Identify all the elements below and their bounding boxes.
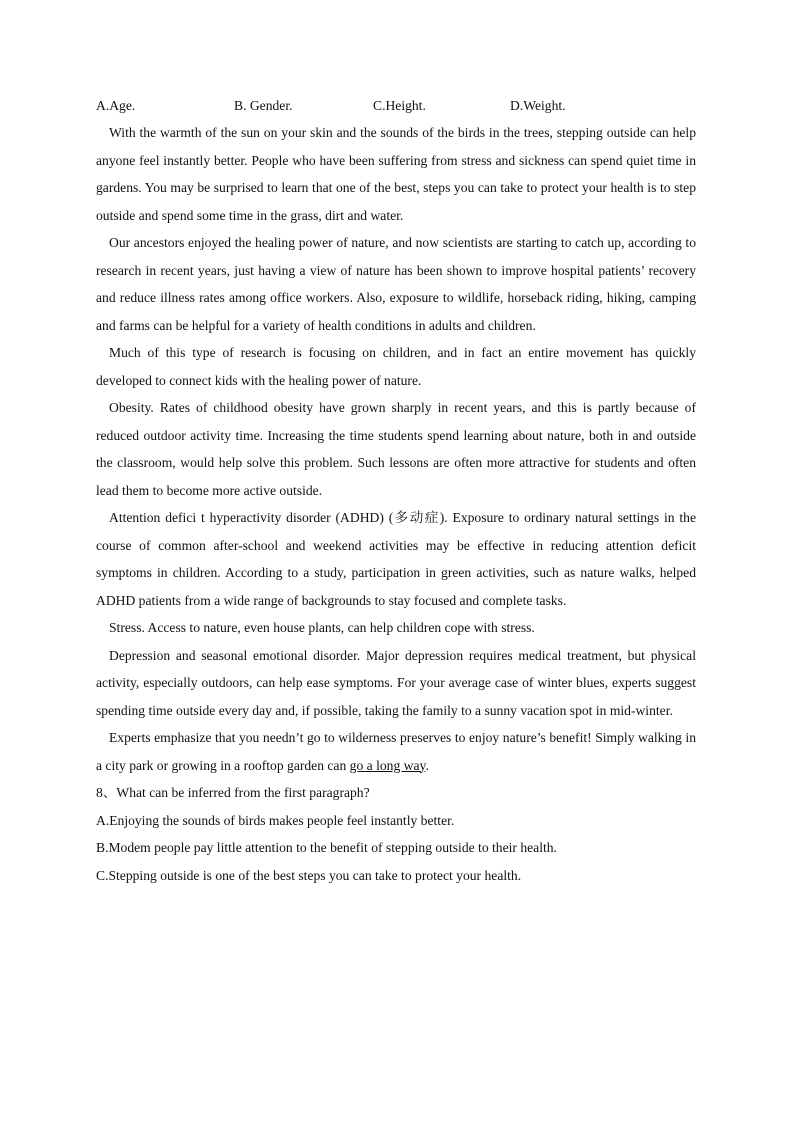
passage-paragraph-stress: Stress. Access to nature, even house plants, can help children cope with stress. <box>109 620 535 635</box>
option-c: C.Height. <box>373 98 426 113</box>
question-option-c: C.Stepping outside is one of the best steps you can take to protect your health. <box>96 867 522 883</box>
question-option-a: A.Enjoying the sounds of birds makes people feel instantly better. <box>96 812 455 828</box>
question-stem: 8、What can be inferred from the first paragraph? <box>96 785 370 800</box>
passage-paragraph-depression: Depression and seasonal emotional disorder. Major depression requires medical treatment, but physical activity, especially outdoors, can help ease symptoms. For your average case of winter blues, experts suggest spending time outside every day and, if possible, taking the family to a sunny vacation spot in mid-winter. <box>96 647 696 718</box>
passage-paragraph-adhd: Attention defici t hyperactivity disorder (ADHD) (多动症). Exposure to ordinary natural settings in the course of common after-school and weekend activities may be effective in reducing attention deficit symptoms in children. According to a study, participation in green activities, such as nature walks, helped ADHD patients from a wide range of backgrounds to stay focused and complete tasks. <box>96 510 696 608</box>
exam-page <box>96 94 696 889</box>
passage-paragraph-1: With the warmth of the sun on your skin and the sounds of the birds in the trees, stepping outside can help anyone feel instantly better. People who have been suffering from stress and sickness can spend quiet time in gardens. You may be surprised to learn that one of the best, steps you can take to protect your health is to step outside and spend some time in the grass, dirt and water. <box>96 125 696 223</box>
option-a: A.Age. <box>96 98 136 113</box>
option-d: D.Weight. <box>510 98 566 113</box>
passage-paragraph-obesity: Obesity. Rates of childhood obesity have grown sharply in recent years, and this is partly because of reduced outdoor activity time. Increasing the time students spend learning about nature, both in and outside the classroom, would help solve this problem. Such lessons are often more attractive for students and often lead them to become more active outside. <box>96 400 696 498</box>
passage-paragraph-3: Much of this type of research is focusing on children, and in fact an entire movement has quickly developed to connect kids with the healing power of nature. <box>96 345 696 388</box>
question-option-b: B.Modem people pay little attention to the benefit of stepping outside to their health. <box>96 840 557 855</box>
option-b: B. Gender. <box>234 98 293 113</box>
previous-question-options <box>96 94 696 118</box>
conclusion-end: . <box>425 757 429 773</box>
passage-paragraph-conclusion <box>96 724 696 779</box>
passage-paragraph-2: Our ancestors enjoyed the healing power of nature, and now scientists are starting to catch up, according to research in recent years, just having a view of nature has been shown to improve hospital patients’ recovery and reduce illness rates among office workers. Also, exposure to wildlife, horseback riding, hiking, camping and farms can be helpful for a variety of health conditions in adults and children. <box>96 235 696 333</box>
underlined-phrase: go a long way <box>349 757 426 773</box>
conclusion-text: Experts emphasize that you needn’t go to wilderness preserves to enjoy nature’s benefit! Simply walking in a city park or growing in a rooftop garden can <box>96 730 696 773</box>
